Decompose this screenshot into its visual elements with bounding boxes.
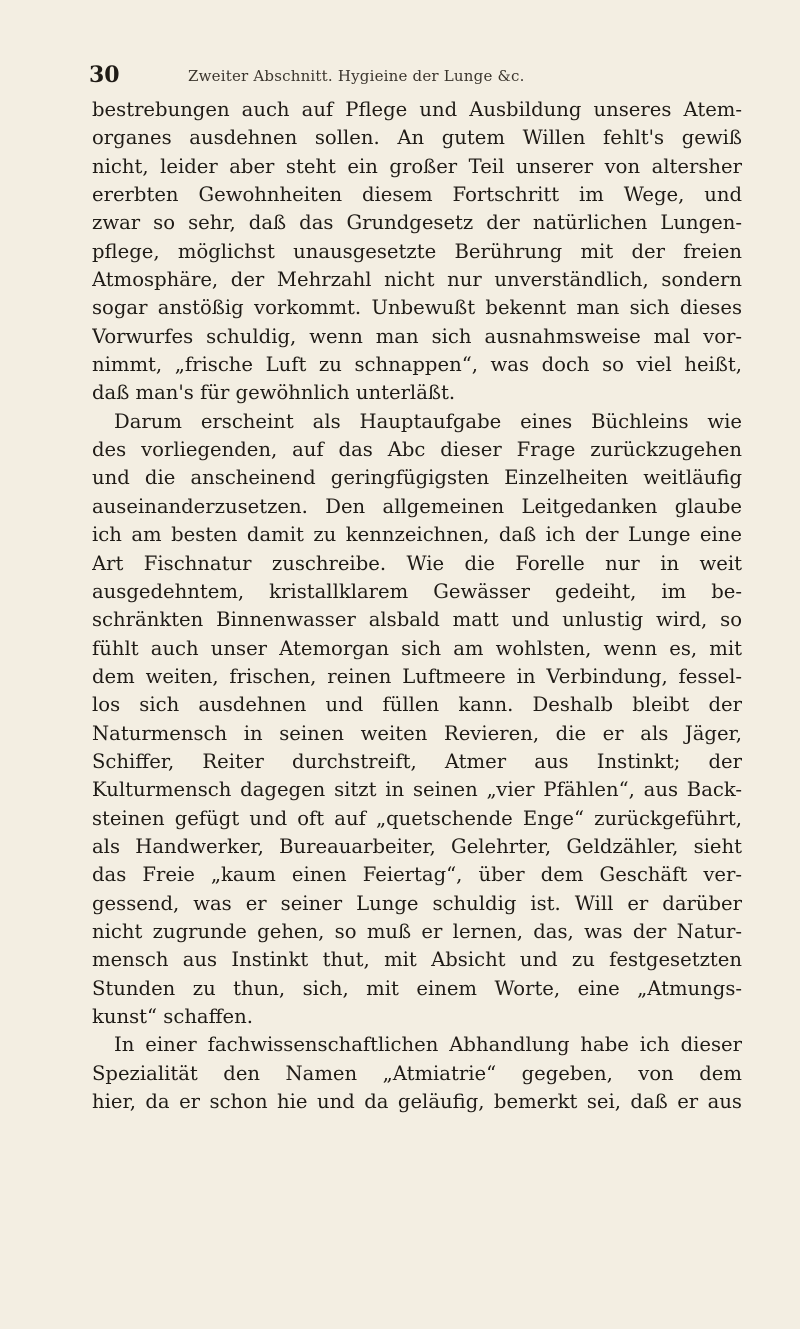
text-line: gessend, was er seiner Lunge schuldig ist. Will er darüber	[92, 891, 742, 915]
body-text	[92, 96, 742, 1116]
text-line: Atmosphäre, der Mehrzahl nicht nur unverständlich, sondern	[92, 268, 742, 292]
text-line: ausgedehntem, kristallklarem Gewässer gedeiht, im be-	[92, 579, 742, 603]
text-line: steinen gefügt und oft auf „quetschende Enge“ zurückgeführt,	[92, 806, 742, 830]
text-line: bestrebungen auch auf Pflege und Ausbildung unseres Atem-	[92, 98, 742, 121]
text-line: pflege, möglichst unausgesetzte Berührung mit der freien	[92, 239, 742, 263]
text-line: des vorliegenden, auf das Abc dieser Frage zurückzugehen	[92, 438, 742, 462]
text-line: als Handwerker, Bureauarbeiter, Gelehrter, Geldzähler, sieht	[92, 834, 742, 858]
text-line: dem weiten, frischen, reinen Luftmeere in Verbindung, fessel-	[92, 664, 742, 688]
text-line: Kulturmensch dagegen sitzt in seinen „vier Pfählen“, aus Back-	[92, 778, 742, 802]
text-line: das Freie „kaum einen Feiertag“, über dem Geschäft ver-	[92, 863, 742, 887]
text-line: zwar so sehr, daß das Grundgesetz der natürlichen Lungen-	[92, 211, 742, 235]
text-line: daß man's für gewöhnlich unterläßt.	[92, 381, 456, 405]
text-line: nicht zugrunde gehen, so muß er lernen, das, was der Natur-	[92, 919, 742, 943]
text-line: Schiffer, Reiter durchstreift, Atmer aus Instinkt; der	[92, 749, 742, 773]
text-line: Art Fischnatur zuschreibe. Wie die Forelle nur in weit	[92, 551, 742, 575]
text-line: hier, da er schon hie und da geläufig, bemerkt sei, daß er aus	[92, 1090, 742, 1114]
text-line: und die anscheinend geringfügigsten Einzelheiten weitläufig	[92, 466, 742, 490]
text-line: Stunden zu thun, sich, mit einem Worte, eine „Atmungs-	[92, 976, 742, 1000]
text-line: fühlt auch unser Atemorgan sich am wohlsten, wenn es, mit	[92, 636, 742, 660]
running-head: Zweiter Abschnitt. Hygieine der Lunge &c.	[188, 67, 525, 85]
text-line: kunst“ schaffen.	[92, 1005, 253, 1028]
text-line: ererbten Gewohnheiten diesem Fortschritt im Wege, und	[92, 183, 742, 207]
text-line: los sich ausdehnen und füllen kann. Deshalb bleibt der	[92, 693, 742, 717]
text-line: mensch aus Instinkt thut, mit Absicht und zu festgesetzten	[92, 948, 742, 972]
text-line: In einer fachwissenschaftlichen Abhandlung habe ich dieser	[114, 1033, 742, 1057]
text-line: Naturmensch in seinen weiten Revieren, die er als Jäger,	[92, 721, 742, 745]
text-line: Darum erscheint als Hauptaufgabe eines Büchleins wie	[114, 409, 742, 433]
text-line: sogar anstößig vorkommt. Unbewußt bekennt man sich dieses	[92, 296, 742, 320]
page-header	[89, 60, 740, 96]
text-line: Vorwurfes schuldig, wenn man sich ausnahmsweise mal vor-	[92, 324, 742, 348]
text-line: ich am besten damit zu kennzeichnen, daß ich der Lunge eine	[92, 523, 742, 547]
text-line: schränkten Binnenwasser alsbald matt und unlustig wird, so	[92, 608, 742, 632]
text-line: nicht, leider aber steht ein großer Teil unserer von altersher	[92, 154, 742, 178]
text-line: nimmt, „frische Luft zu schnappen“, was doch so viel heißt,	[92, 353, 742, 377]
text-line: auseinanderzusetzen. Den allgemeinen Leitgedanken glaube	[92, 494, 742, 518]
text-line: organes ausdehnen sollen. An gutem Willen fehlt's gewiß	[92, 126, 742, 150]
text-line: Spezialität den Namen „Atmiatrie“ gegeben, von dem	[92, 1061, 742, 1085]
page-number: 30	[89, 62, 120, 88]
